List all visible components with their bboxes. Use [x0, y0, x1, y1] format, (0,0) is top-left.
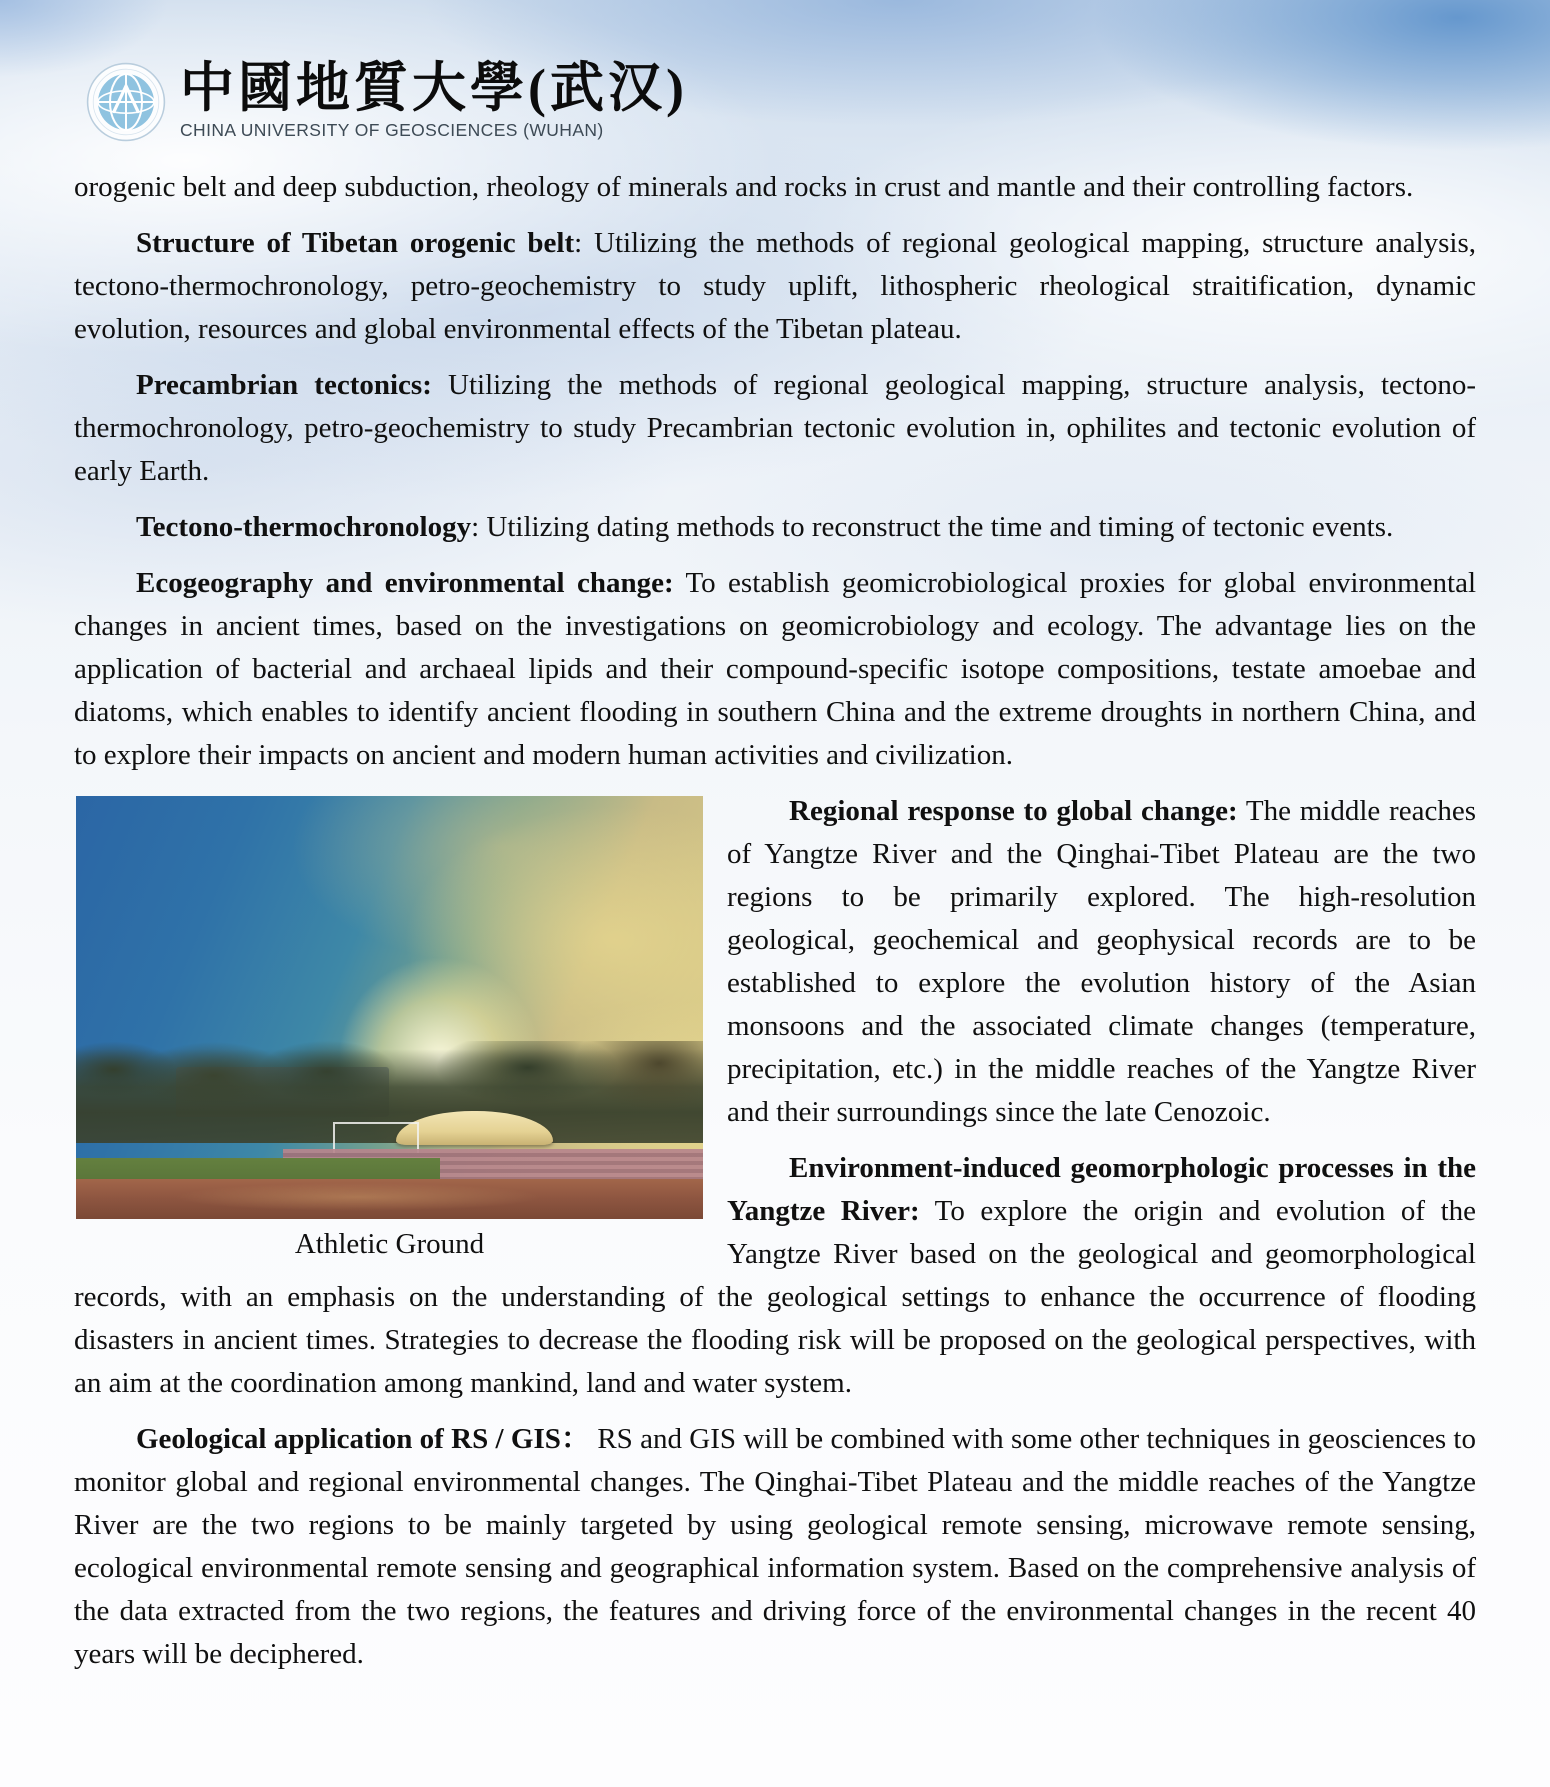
paragraph-heading: Structure of Tibetan orogenic belt [136, 227, 575, 259]
paragraph-orogenic-belt [74, 166, 1476, 209]
paragraph-rs-gis [74, 1418, 1476, 1676]
paragraph-heading: Environment-induced geomorphologic processes in the Yangtze River: [727, 1152, 1476, 1227]
paragraph-precambrian [74, 364, 1476, 493]
paragraph-text: orogenic belt and deep subduction, rheology of minerals and rocks in crust and mantle and their controlling factors. [74, 171, 1414, 203]
figure-and-text-section [74, 790, 1476, 1418]
paragraph-heading: Ecogeography and environmental change: [136, 567, 674, 599]
university-emblem-icon [86, 62, 166, 142]
paragraph-text: : Utilizing dating methods to reconstruct the time and timing of tectonic events. [471, 511, 1394, 543]
university-name-chinese: 中國地質大學(武汉) [180, 58, 688, 118]
paragraph-text: : Utilizing the methods of regional geological mapping, structure analysis, tectono-thermochronology, petro-geochemistry to study uplift, lithospheric rheological straitification, dynamic evolution, resources and global environmental effects of the Tibetan plateau. [74, 227, 1476, 345]
university-name-english: CHINA UNIVERSITY OF GEOSCIENCES (WUHAN) [180, 120, 604, 140]
university-logo [86, 58, 1476, 142]
paragraph-ecogeography [74, 562, 1476, 777]
paragraph-structure-tibetan [74, 222, 1476, 351]
paragraph-text: To establish geomicrobiological proxies for global environmental changes in ancient times, based on the investigations on geomicrobiology and ecology. The advantage lies on the application of bacterial and archaeal lipids and their compound-specific isotope compositions, testate amoebae and diatoms, which enables to identify ancient flooding in southern China and the extreme droughts in northern China, and to explore their impacts on ancient and modern human activities and civilization. [74, 567, 1476, 771]
paragraph-text: The middle reaches of Yangtze River and the Qinghai-Tibet Plateau are the two regions to be primarily explored. The high-resolution geological, geochemical and geophysical records are to be established to explore the evolution history of the Asian monsoons and the associated climate changes (temperature, precipitation, etc.) in the middle reaches of the Yangtze River and their surroundings since the late Cenozoic. [727, 795, 1476, 1128]
paragraph-heading: Precambrian tectonics: [136, 369, 432, 401]
paragraph-text: RS and GIS will be combined with some other techniques in geosciences to monitor global and regional environmental changes. The Qinghai-Tibet Plateau and the middle reaches of the Yangtze River are the two regions to be mainly targeted by using geological remote sensing, microwave remote sensing, ecological environmental remote sensing and geographical information system. Based on the comprehensive analysis of the data extracted from the two regions, the features and driving force of the environmental changes in the recent 40 years will be deciphered. [74, 1423, 1476, 1670]
university-name [180, 58, 688, 140]
paragraph-heading: Tectono-thermochronology [136, 511, 472, 543]
paragraph-heading: Regional response to global change: [789, 795, 1238, 827]
photo-caption: Athletic Ground [294, 1228, 485, 1260]
athletic-ground-photo [76, 796, 703, 1219]
paragraph-heading: Geological application of RS / GIS： [136, 1423, 591, 1455]
paragraph-tectono-thermochronology [74, 506, 1476, 549]
paragraph-text: To explore the origin and evolution of the Yangtze River based on the geological and geomorphological records, with an emphasis on the understanding of the geological settings to enhance the occurrence of flooding disasters in ancient times. Strategies to decrease the flooding risk will be proposed on the geological perspectives, with an aim at the coordination among mankind, land and water system. [74, 1195, 1476, 1399]
photo-running-track [76, 1179, 703, 1219]
athletic-ground-figure [76, 796, 703, 1266]
paragraph-text: Utilizing the methods of regional geological mapping, structure analysis, tectono-thermochronology, petro-geochemistry to study Precambrian tectonic evolution in, ophilites and tectonic evolution of early Earth. [74, 369, 1476, 487]
